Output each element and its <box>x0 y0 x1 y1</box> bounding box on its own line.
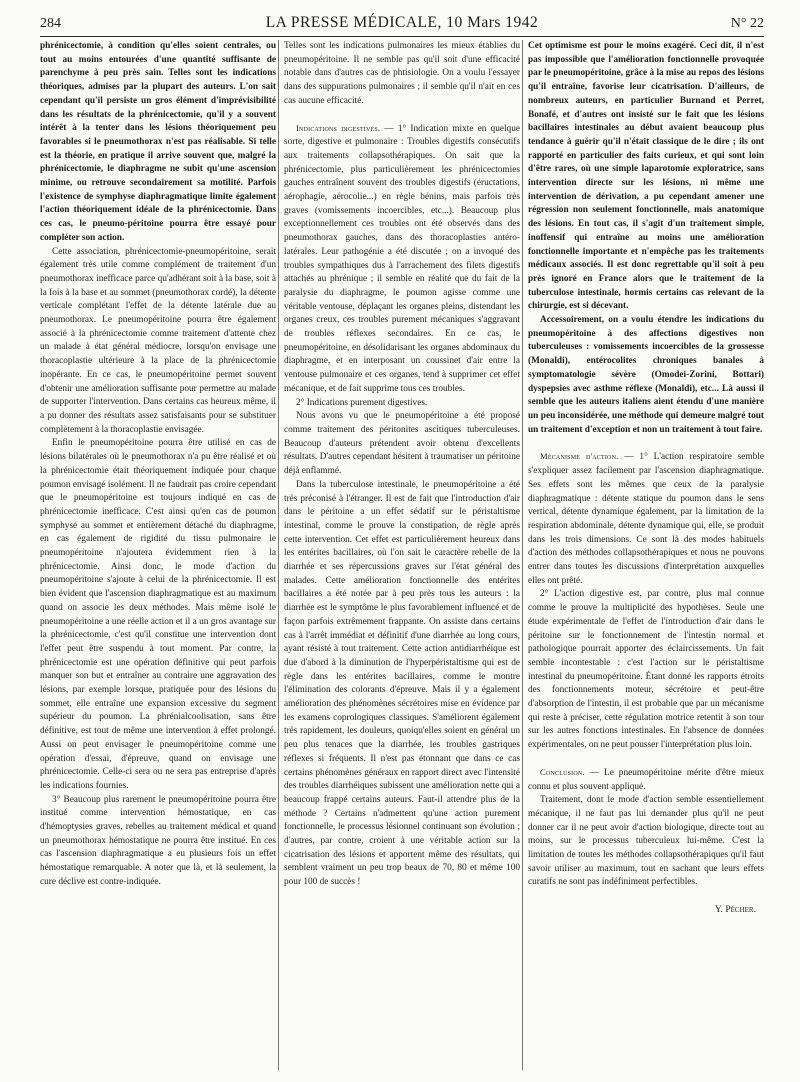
paragraph-text: — 1° Indication mixte en quelque sorte, digestive et pulmonaire : Troubles digestifs consécutifs aux traitements collapsothérapiques. On sait que la phrénicectomie, plus particulièrement les phrénicectomies gauches entraînent souvent des troubles digestifs (éructations, aérophagie, aérocolie...) en règle bénins, mais parfois très graves (vomissements incoercibles, etc...). Beaucoup plus exceptionnellement ces troubles ont été observés dans des pneumothorax gauches, dans des thoracoplasties antéro-latérales. Leur pathogénie a été discutée ; on a invoqué des troubles sympathiques dus à l'arrachement des filets digestifs attachés au phrénique ; il semble en réalité que du fait de la paralysie du diaphragme, le poumon agisse comme une véritable ventouse, déplaçant les organes pleins, distendant les organes creux, ces troubles purement mécaniques s'aggravant de troubles réflexes secondaires. En ce cas, le pneumopéritoine, en désolidarisant les organes abdominaux du diaphragme, et en interposant un coussinet d'air entre la ventouse pulmonaire et ces organes, tend à supprimer cet effet mécanique, et de fait supprime tous ces troubles. <box>284 123 520 394</box>
paragraph: Dans la tuberculose intestinale, le pneumopéritoine a été très préconisé à l'étranger. Il est de fait que l'introduction d'air dans le péritoine a un effet sédatif sur le péristaltisme intestinal, comme le prouve la constipation, de règle après cette intervention. Cet effet est particulièrement heureux dans les entérites bacillaires, où l'on sait le caractère rebelle de la diarrhée et ses répercussions graves sur l'état général des malades. Cette amélioration fonctionnelle des entérites bacillaires a été notée par à peu près tous les auteurs : la diarrhée est le symptôme le plus favorablement influencé et de façon parfois extrêmement frappante. On assiste dans certains cas à l'arrêt immédiat et définitif d'une diarrhée au long cours, ayant résisté à tout traitement. Cette action antidiarrhéique est due d'abord à la diminution de l'hyperpéristaltisme qui est de règle dans les entérites bacillaires, comme le montre l'élimination des colorants d'épreuve. Mais il y a également amélioration des phénomènes sécrétoires mise en évidence par les examens coprologiques classiques. S'améliorent également très rapidement, les douleurs, quoiqu'elles soient en général un peu plus tenaces que la diarrhée, les troubles gastriques réflexes si fréquents. Il n'est pas étonnant que dans ce cas certains phénomènes généraux en rapport direct avec l'intensité des troubles diarrhéiques subissent une amélioration nette qui a beaucoup frappé certains auteurs. Faut-il attendre plus de la méthode ? Certains n'admettent qu'une action purement fonctionnelle, le processus lésionnel continuant son évolution ; d'autres, par contre, croient à une véritable action sur la cicatrisation des lésions et apportent même des résultats, qui semblent vraiment un peu trop beaux de 70, 80 et même 100 pour 100 de succès ! <box>284 479 520 888</box>
section-paragraph <box>528 450 764 588</box>
section-heading: Indications digestives. <box>296 122 381 133</box>
paragraph: 2° L'action digestive est, par contre, plus mal connue comme le prouve la multiplicité des hypothèses. Seule une étude expérimentale de l'effet de l'introduction d'air dans le péritoine sur le fonctionnement de l'intestin normal et pathologique pourrait apporter des éclaircissements. Un fait semble incontestable : c'est l'action sur le péristaltisme intestinal du pneumopéritoine. Étant donné les rapports étroits des fonctionnements moteur, sécrétoire et peut-être d'absorption de l'intestin, il est probable que par un mécanisme qui reste à préciser, cette régulation motrice retentit à son tour sur les autres fonctions intestinales. En l'absence de données expérimentales, on ne peut pousser l'interprétation plus loin. <box>528 589 764 751</box>
issue-number: N° 22 <box>730 16 764 31</box>
paragraph: Cette association, phrénicectomie-pneumopéritoine, serait également très utile comme complément de traitement d'un pneumothorax inefficace parce qu'adhérant soit à la base, soit à la fois à la base et au sommet (pneumothorax cordé), la détente verticale complétant l'effet de la détente latérale due au pneumothorax. Le pneumopéritoine pourra être également associé à la phrénicectomie comme traitement d'attente chez un malade à état général médiocre, lorsqu'on envisage une thoracoplastie ultérieure à la place de la phrénicectomie inopérante. En ce cas, le pneumopéritoine permet souvent d'obtenir une amélioration suffisante pour permettre au malade de supporter l'intervention. Dans certains cas heureux même, il a pu donner des résultats assez satisfaisants pour se substituer complètement à la thoracoplastie envisagée. <box>40 246 276 435</box>
paragraph: 3° Beaucoup plus rarement le pneumopéritoine pourra être institué comme intervention hémostatique, en cas d'hémoptysies graves, rebelles au traitement médical et quand un pneumothorax hémostatique ne pourra être institué. En ces cas l'ascension diaphragmatique a eu plusieurs fois un effet hémostatique remarquable. A noter que là, et là seulement, la cure déclive est contre-indiquée. <box>40 794 276 887</box>
paragraph: Traitement, dont le mode d'action semble essentiellement mécanique, il ne faut pas lui demander plus qu'il ne peut donner car il ne peut avoir d'action biologique, directe tout au moins, sur le processus tuberculeux lui-même. C'est la limitation de toutes les méthodes collapsothérapiques qu'il faut savoir utiliser au maximum, tout en sachant que leurs effets curatifs ne sont pas indéfiniment perfectibles. <box>528 795 764 888</box>
section-paragraph <box>284 122 520 397</box>
journal-title: LA PRESSE MÉDICALE, 10 Mars 1942 <box>265 14 539 31</box>
paragraph-text: — 1° L'action respiratoire semble s'expliquer assez facilement par l'ascension diaphragmatique. Ses effets sont les mêmes que ceux de la paralysie diaphragmatique : détente statique du poumon dans le sens vertical, détente dynamique également, par la limitation de la respiration abdominale, détente dynamique qui, elle, se produit dans les trois dimensions. Ce sont là des modes habituels d'action des méthodes collapsothérapiques et nous ne pouvons entrer dans toutes les discussions d'interprétation auxquelles elles ont prêté. <box>528 452 764 586</box>
column-right <box>528 40 764 1070</box>
section-paragraph <box>528 766 764 794</box>
paragraph: Cet optimisme est pour le moins exagéré. Ceci dit, il n'est pas impossible que l'amélioration fonctionnelle provoquée par le pneumopéritoine, grâce à la mise au repos des lésions qu'il entraîne, favorise leur cicatrisation. D'ailleurs, de nombreux auteurs, en particulier Burnand et Perret, Bonafé, et d'autres ont insisté sur le fait que les lésions bacillaires intestinales au début avaient beaucoup plus tendance à guérir qu'il n'était classique de le dire ; ils ont rapporté en particulier des faits curieux, et qui sont loin d'être rares, où une simple laparotomie exploratrice, sans intervention directe sur les lésions, ni même une intervention de dérivation, a pu cependant amener une régression non seulement fonctionnelle, mais anatomique des lésions. En tout cas, il s'agit d'un traitement simple, inoffensif qui entraîne au moins une amélioration fonctionnelle importante et n'empêche pas les traitements médicaux associés. Il est donc regrettable qu'il soit à peu près ignoré en France alors que le traitement de la tuberculose intestinale, hormis certains cas relevant de la chirurgie, est si décevant. <box>528 41 764 312</box>
author-signature: Y. Pécher. <box>714 904 756 916</box>
paragraph: Telles sont les indications pulmonaires les mieux établies du pneumopéritoine. Il ne semble pas qu'il soit d'une efficacité notable dans d'autres cas de phtisiologie. On a voulu l'essayer dans des suppurations pulmonaires ; il semble qu'il n'ait en ces cas aucune efficacité. <box>284 41 520 106</box>
paragraph: 2° Indications purement digestives. <box>296 397 428 408</box>
column-middle <box>284 40 520 1070</box>
column-divider <box>522 40 523 1070</box>
column-left <box>40 40 276 1070</box>
paragraph: phrénicectomie, à condition qu'elles soient centrales, ou tout au moins entourées d'une quantité suffisante de parenchyme à peu près sain. Telles sont les indications théoriques, admises par la plupart des auteurs. L'on sait cependant qu'il persiste un gros élément d'imprévisibilité dans les résultats de la phrénicectomie, qu'il y a souvent intérêt à la tenter dans les lésions théoriquement peu favorables si le pneumothorax n'est pas réalisable. Si telle est la théorie, en pratique il arrive souvent que, malgré la phrénicectomie, le diaphragme ne subit qu'une ascension minime, ou retrouve secondairement sa motilité. Parfois l'existence de symphyse diaphragmatique limite également l'action théoriquement idéale de la phrénicectomie. Dans ces cas, le pneumo-péritoine pourra être essayé pour compléter son action. <box>40 41 276 243</box>
column-divider <box>278 40 279 1070</box>
page-header <box>40 14 764 38</box>
paragraph-text: — Le pneumopéritoine mérite d'être mieux connu et plus souvent appliqué. <box>528 767 764 792</box>
paragraph: Enfin le pneumopéritoine pourra être utilisé en cas de lésions bilatérales où le pneumothorax n'a pu être réalisé et où la phrénicectomie était théoriquement indiquée pour chaque poumon envisagé isolément. Il ne faudrait pas croire cependant que le pneumopéritoine est toujours indiqué en cas de phrénicectomie inefficace. C'est ainsi qu'en cas de poumon symphysé au sommet et entièrement détaché du diaphragme, en cas également de rigidité du tissu pulmonaire le pneumopéritoine n'ajoutera évidemment rien à la phrénicectomie. Ainsi donc, le mode d'action du pneumopéritoine s'ajoute à celui de la phrénicectomie. Il est bien évident que l'ascension diaphragmatique est au maximum quand on associe les deux méthodes. Mais même isolé le pneumopéritoine a une réelle action et il a un gros avantage sur la phrénicectomie, c'est qu'il constitue une intervention dont l'effet peut être suspendu à tout moment. Par contre, la phrénicectomie est une opération définitive qui peut parfois manquer son but et entraîner au contraire une aggravation des lésions, par exemple lorsque, pratiquée pour des lésions du sommet, elle entraîne une expansion excessive du segment supérieur du poumon. La phrénialcoolisation, sans être définitive, est tout de même une intervention à effet prolongé. Aussi on peut envisager le pneumopéritoine comme une opération d'essai, d'épreuve, quand on envisage une phrénicectomie. Celle-ci sera ou ne sera pas entreprise d'après les indications fournies. <box>40 438 276 791</box>
header-rule <box>40 36 764 37</box>
paragraph: Nous avons vu que le pneumopéritoine a été proposé comme traitement des péritonites ascitiques tuberculeuses. Beaucoup d'auteurs prétendent avoir obtenu d'excellents résultats. D'autres cependant hésitent à traumatiser un péritoine déjà enflammé. <box>284 411 520 477</box>
section-heading: Conclusion. <box>540 766 585 777</box>
page-number: 284 <box>40 16 61 31</box>
section-heading: Mécanisme d'action. <box>540 451 619 462</box>
paragraph: Accessoirement, on a voulu étendre les indications du pneumopéritoine à des affections digestives non tuberculeuses : vomissements incoercibles de la grossesse (Monaldi), entérocolites chroniques banales à symptomatologie sévère (Omodei-Zorini, Bottari) dyspepsies avec asthme réflexe (Monaldi), etc... Là aussi il semble que les auteurs italiens aient étendu d'une manière un peu inconsidérée, une méthode qui demeure malgré tout un traitement d'exception et non un traitement à tout faire. <box>528 315 764 435</box>
